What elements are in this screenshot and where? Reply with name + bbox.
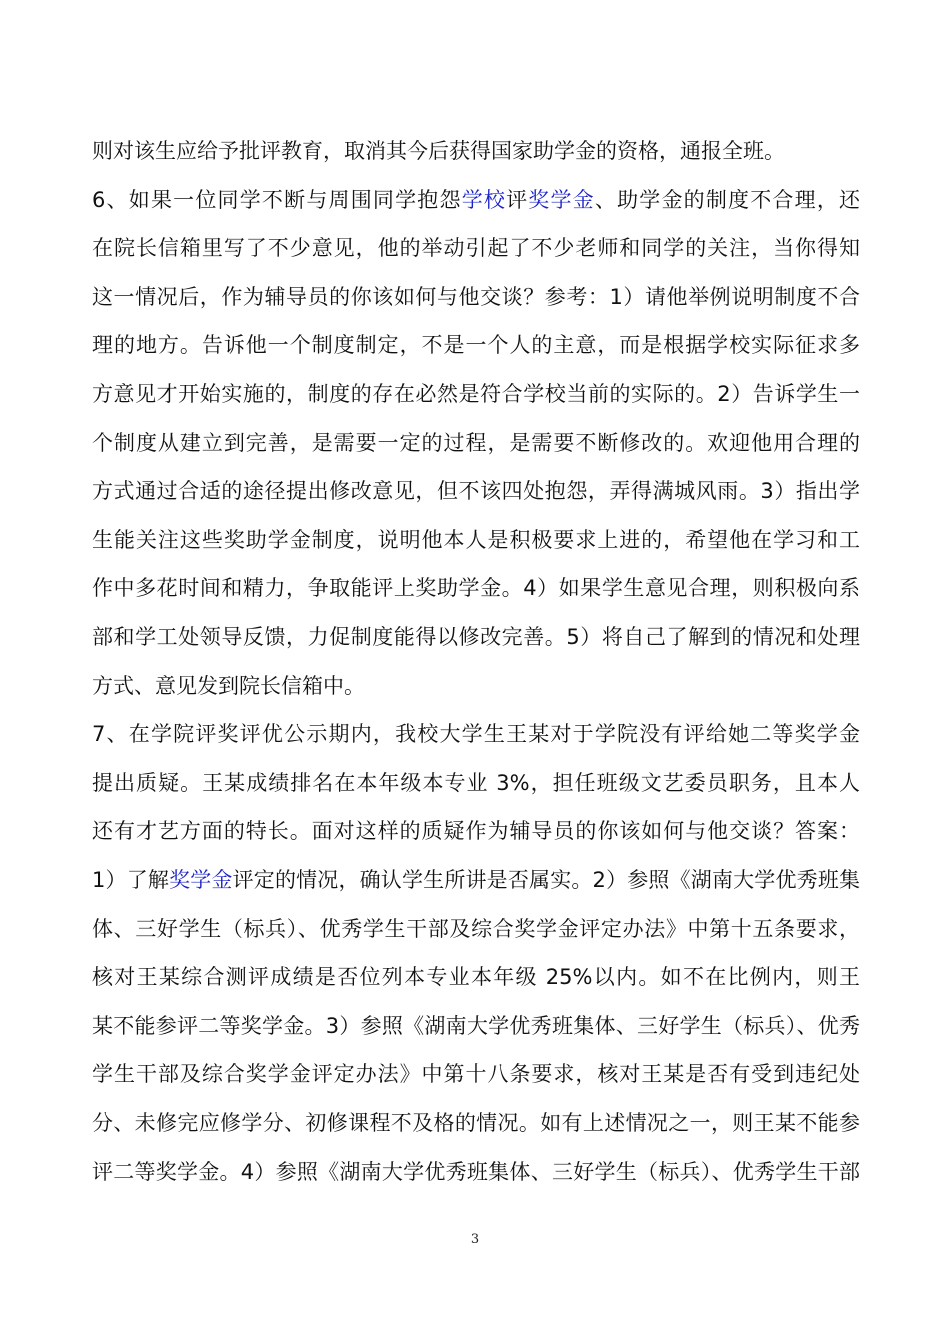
page-number: 3 <box>470 1232 480 1247</box>
text-line <box>92 136 860 166</box>
text-line <box>92 962 860 992</box>
text-run: 方式、意见发到院长信箱中。 <box>92 673 365 698</box>
text-run: 还有才艺方面的特长。面对这样的质疑作为辅导员的你该如何与他交谈？答案： <box>92 819 860 844</box>
text-line <box>92 1059 860 1089</box>
text-run: 这一情况后，作为辅导员的你该如何与他交谈？参考：1）请他举例说明制度不合 <box>92 284 860 309</box>
text-line <box>92 816 860 846</box>
hyperlink[interactable]: 学校 <box>461 187 507 212</box>
text-run: 生能关注这些奖助学金制度，说明他本人是积极要求上进的，希望他在学习和工 <box>92 527 860 552</box>
text-run: 、助学金的制度不合理，还 <box>594 187 861 212</box>
text-line <box>92 428 860 458</box>
text-run: 核对王某综合测评成绩是否位列本专业本年级 25%以内。如不在比例内，则王 <box>92 965 860 990</box>
text-line <box>92 573 860 603</box>
text-run: 评二等奖学金。4）参照《湖南大学优秀班集体、三好学生（标兵）、优秀学生干部 <box>92 1159 860 1184</box>
text-run: 评 <box>506 187 529 212</box>
text-run: 6、如果一位同学不断与周围同学抱怨 <box>92 187 462 212</box>
text-line <box>92 671 860 701</box>
text-run: 评定的情况，确认学生所讲是否属实。2）参照《湖南大学优秀班集 <box>232 868 860 892</box>
text-run: 则对该生应给予批评教育，取消其今后获得国家助学金的资格，通报全班。 <box>92 139 785 163</box>
text-run: 作中多花时间和精力，争取能评上奖助学金。4）如果学生意见合理，则积极向系 <box>92 576 860 601</box>
text-run: 体、三好学生（标兵）、优秀学生干部及综合奖学金评定办法》中第十五条要求， <box>92 916 860 941</box>
text-line <box>92 185 860 215</box>
text-run: 方式通过合适的途径提出修改意见，但不该四处抱怨，弄得满城风雨。3）指出学 <box>92 479 860 504</box>
text-line <box>92 622 860 652</box>
text-run: 个制度从建立到完善，是需要一定的过程，是需要不断修改的。欢迎他用合理的 <box>92 430 860 455</box>
hyperlink[interactable]: 奖学金 <box>528 187 595 212</box>
text-run: 部和学工处领导反馈，力促制度能得以修改完善。5）将自己了解到的情况和处理 <box>92 625 860 649</box>
text-line <box>92 914 860 944</box>
text-run: 提出质疑。王某成绩排名在本年级本专业 3%，担任班级文艺委员职务，且本人 <box>92 770 860 795</box>
text-line <box>92 525 860 555</box>
text-line <box>92 233 860 263</box>
text-run: 理的地方。告诉他一个制度制定，不是一个人的主意，而是根据学校实际征求多 <box>92 333 860 358</box>
text-run: 1）了解 <box>92 868 170 892</box>
text-run: 方意见才开始实施的，制度的存在必然是符合学校当前的实际的。2）告诉学生一 <box>92 382 860 406</box>
text-line <box>92 865 860 895</box>
text-run: 7、在学院评奖评优公示期内，我校大学生王某对于学院没有评给她二等奖学金 <box>92 722 860 747</box>
text-line <box>92 768 860 798</box>
text-line <box>92 1011 860 1041</box>
text-line <box>92 719 860 749</box>
text-line <box>92 476 860 506</box>
text-run: 分、未修完应修学分、初修课程不及格的情况。如有上述情况之一，则王某不能参 <box>92 1111 860 1135</box>
text-run: 在院长信箱里写了不少意见，他的举动引起了不少老师和同学的关注，当你得知 <box>92 236 860 261</box>
text-run: 某不能参评二等奖学金。3）参照《湖南大学优秀班集体、三好学生（标兵）、优秀 <box>92 1013 860 1038</box>
text-line <box>92 379 860 409</box>
hyperlink[interactable]: 奖学金 <box>169 868 233 892</box>
text-line <box>92 1108 860 1138</box>
text-line <box>92 330 860 360</box>
text-line <box>92 1157 860 1187</box>
text-run: 学生干部及综合奖学金评定办法》中第十八条要求，核对王某是否有受到违纪处 <box>92 1062 860 1087</box>
text-line <box>92 282 860 312</box>
